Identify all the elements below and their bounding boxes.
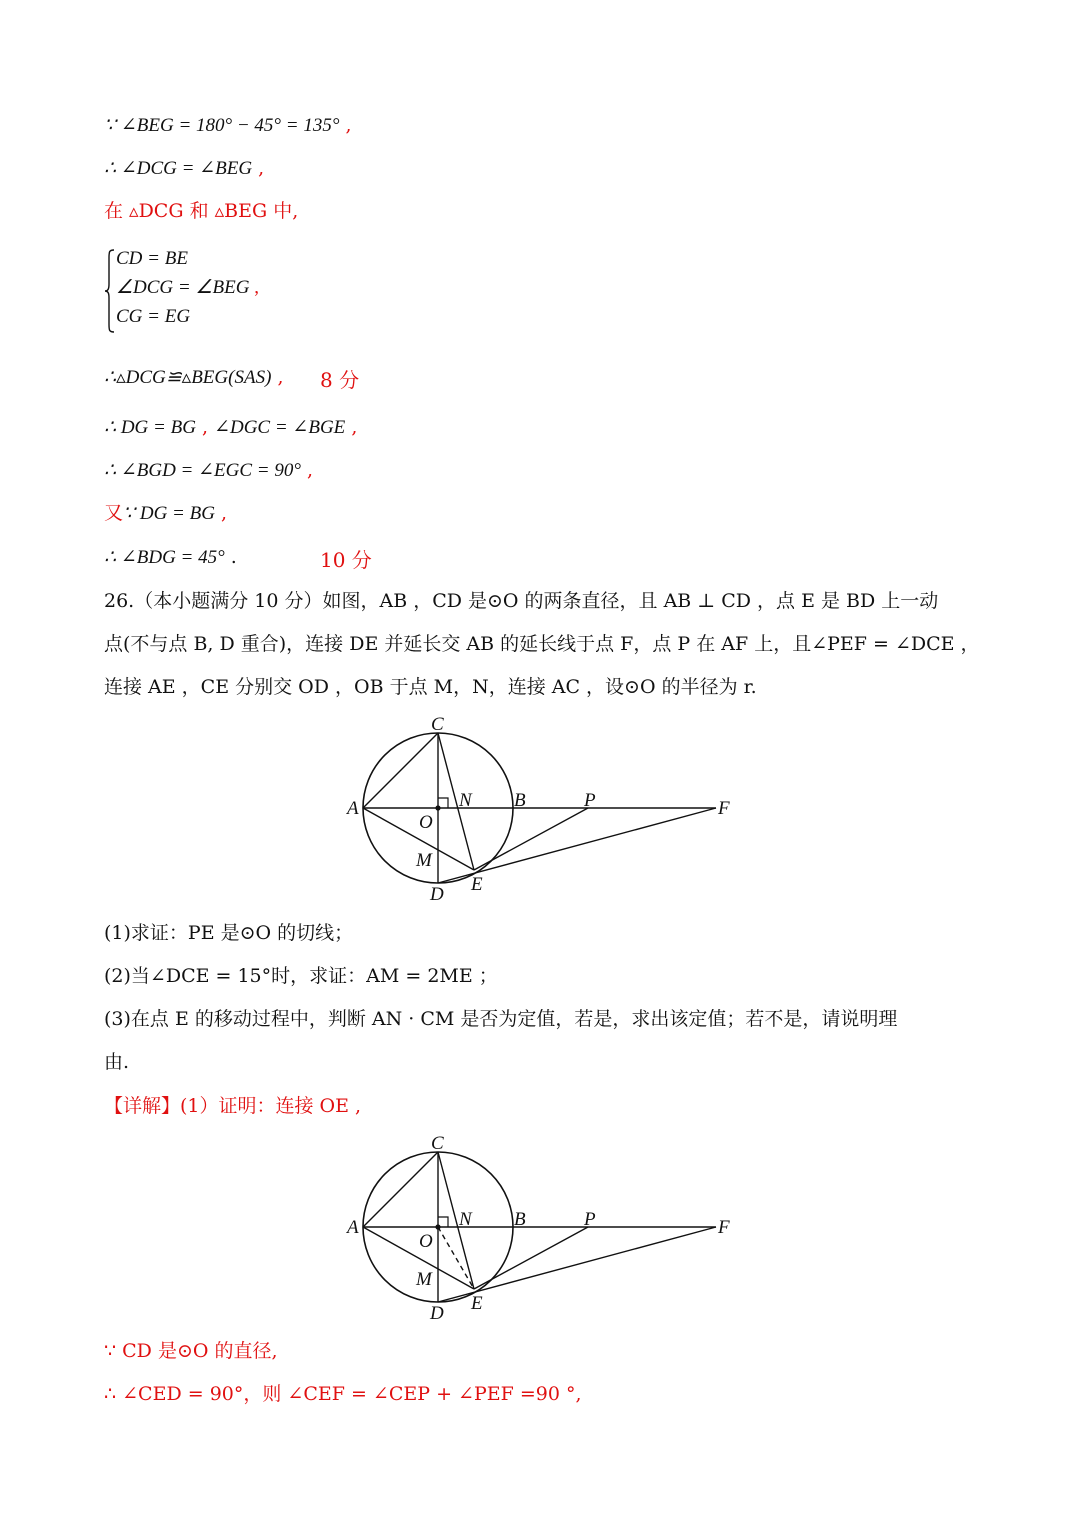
- question-2: (2)当∠DCE = 15°时，求证：AM = 2ME ；: [104, 965, 498, 987]
- geometry-figure-1: [340, 712, 740, 908]
- score-8: 8 分: [320, 368, 360, 392]
- punct: ,: [345, 416, 358, 438]
- label-p: P: [584, 1209, 596, 1230]
- question-3-line-2: 由.: [104, 1051, 130, 1073]
- left-brace-icon: [104, 248, 116, 334]
- system-row-2: [116, 275, 259, 301]
- proof-line-7: [104, 500, 227, 527]
- solution-line-1: ∵ CD 是⊙O 的直径,: [104, 1340, 278, 1362]
- line-pe: [474, 808, 588, 870]
- label-n: N: [459, 1209, 472, 1230]
- question-1: (1)求证：PE 是⊙O 的切线；: [104, 922, 354, 944]
- problem-26-line-3: 连接 AE ，CE 分别交 OD ，OB 于点 M，N，连接 AC ，设⊙O 的半径为 r.: [104, 676, 757, 698]
- label-e: E: [471, 1293, 483, 1314]
- label-c: C: [431, 1133, 444, 1154]
- line-ac: [363, 1152, 438, 1227]
- label-b: B: [514, 1209, 526, 1230]
- label-p: P: [584, 790, 596, 811]
- punct: .: [224, 546, 237, 568]
- punct: ,: [339, 114, 352, 136]
- proof-line-2: [104, 155, 264, 182]
- eq-bdg-45: ∴ ∠BDG = 45°: [104, 547, 225, 568]
- punct: ,: [214, 502, 228, 524]
- problem-26-line-2: 点(不与点 B, D 重合)，连接 DE 并延长交 AB 的延长线于点 F，点 P 在 AF 上，且∠PEF = ∠DCE ，: [104, 633, 980, 655]
- eq-beg-135: ∵ ∠BEG = 180° − 45° = 135°: [104, 115, 340, 136]
- eq-dgc-bge: ∠DGC = ∠BGE: [214, 417, 346, 438]
- punct: ,: [271, 366, 284, 388]
- label-a: A: [347, 798, 359, 819]
- proof-line-4: [104, 364, 284, 391]
- label-f: F: [718, 798, 730, 819]
- proof-line-3: 在 ▵DCG 和 ▵BEG 中,: [104, 200, 299, 222]
- equation-system: [104, 246, 324, 336]
- center-point: [435, 1224, 440, 1229]
- punct: ,: [195, 416, 215, 438]
- line-df: [438, 1227, 716, 1302]
- proof-line-5: [104, 414, 357, 441]
- line-ac: [363, 733, 438, 808]
- score-10: 10 分: [320, 548, 372, 572]
- center-point: [435, 805, 440, 810]
- you-char: 又: [104, 502, 124, 524]
- eq-cef-90: 则 ∠CEF = ∠CEP + ∠PEF =90 °,: [262, 1383, 582, 1405]
- proof-line-6: [104, 457, 313, 484]
- punct: ,: [252, 157, 265, 179]
- label-d: D: [430, 884, 444, 905]
- label-m: M: [416, 1269, 432, 1290]
- line-pe: [474, 1227, 588, 1289]
- proof-line-8: [104, 544, 237, 571]
- question-3-line-1: (3)在点 E 的移动过程中，判断 AN · CM 是否为定值，若是，求出该定值；若不是，请说明理: [104, 1008, 898, 1030]
- congruence-sas: ∴▵DCG≌▵BEG(SAS): [104, 367, 272, 388]
- eq-dg-bg: ∴ DG = BG: [104, 417, 196, 438]
- eq-dcg-beg: ∴ ∠DCG = ∠BEG: [104, 158, 253, 179]
- label-a: A: [347, 1217, 359, 1238]
- proof-line-1: [104, 112, 352, 139]
- label-m: M: [416, 850, 432, 871]
- punct: ,: [300, 459, 314, 481]
- system-row-2-text: ∠DCG = ∠BEG: [116, 277, 250, 298]
- system-row-3: CG = EG: [116, 306, 191, 327]
- label-d: D: [430, 1303, 444, 1324]
- solution-line-2: [104, 1381, 582, 1407]
- line-df: [438, 808, 716, 883]
- geometry-figure-2: [340, 1131, 740, 1327]
- solution-heading: 【详解】(1）证明：连接 OE ,: [104, 1095, 362, 1117]
- eq-ced-90: ∴ ∠CED = 90°，: [104, 1383, 263, 1405]
- label-o: O: [419, 1231, 433, 1252]
- problem-26-line-1: 26.（本小题满分 10 分）如图，AB ，CD 是⊙O 的两条直径，且 AB ⊥ CD ，点 E 是 BD 上一动: [104, 590, 939, 612]
- label-o: O: [419, 812, 433, 833]
- punct: ,: [249, 277, 259, 298]
- label-n: N: [459, 790, 472, 811]
- eq-dg-bg-2: ∵ DG = BG: [123, 503, 215, 524]
- label-f: F: [718, 1217, 730, 1238]
- label-e: E: [471, 874, 483, 895]
- label-b: B: [514, 790, 526, 811]
- label-c: C: [431, 714, 444, 735]
- system-row-1: CD = BE: [116, 248, 188, 269]
- eq-bgd-90: ∴ ∠BGD = ∠EGC = 90°: [104, 460, 301, 481]
